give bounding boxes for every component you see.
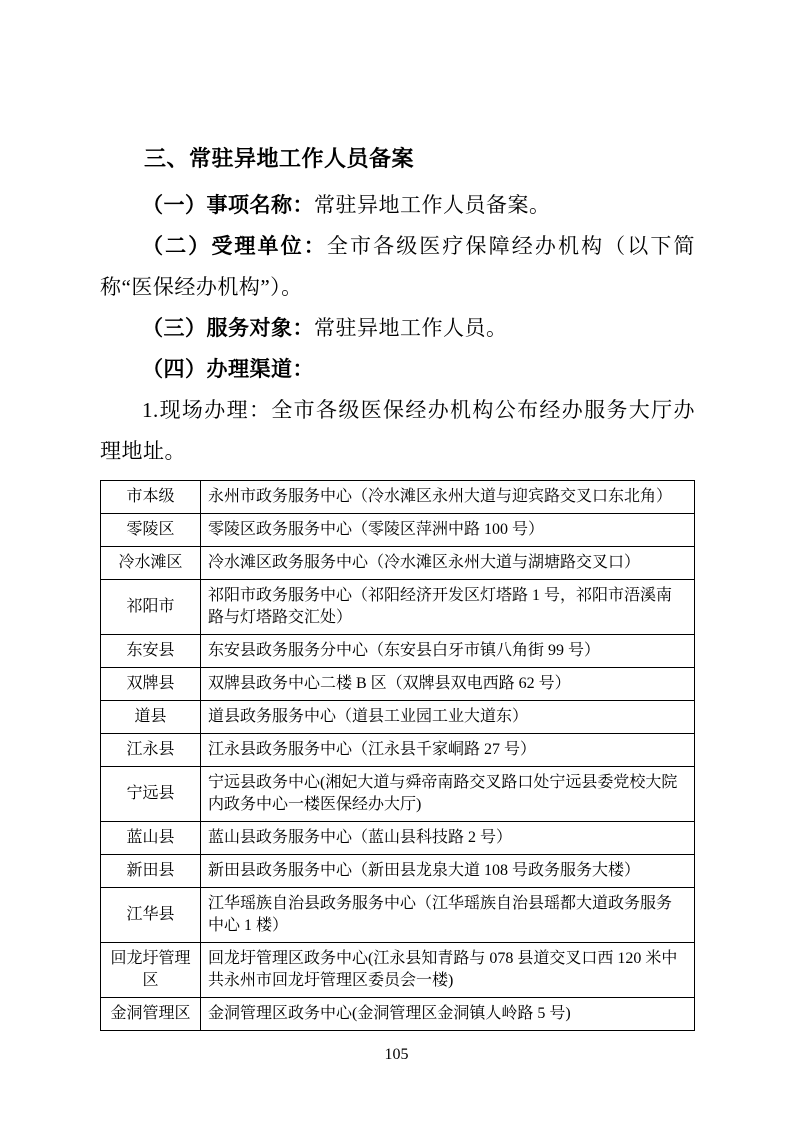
table-row	[101, 635, 695, 668]
address-cell: 双牌县政务中心二楼 B 区（双牌县双电西路 62 号）	[201, 668, 695, 701]
table-row	[101, 701, 695, 734]
region-cell: 江永县	[101, 734, 201, 767]
table-row	[101, 580, 695, 635]
address-cell: 永州市政务服务中心（冷水滩区永州大道与迎宾路交叉口东北角）	[201, 481, 695, 514]
table-row	[101, 855, 695, 888]
region-cell: 宁远县	[101, 767, 201, 822]
paragraph-label: （二）受理单位：	[142, 234, 327, 258]
table-row	[101, 668, 695, 701]
paragraph-text: 1.现场办理：全市各级医保经办机构公布经办服务大厅办理地址。	[100, 398, 695, 463]
region-cell: 祁阳市	[101, 580, 201, 635]
paragraph-service-target	[100, 308, 695, 349]
region-cell: 金洞管理区	[101, 998, 201, 1031]
address-cell: 江永县政务服务中心（江永县千家峒路 27 号）	[201, 734, 695, 767]
region-cell: 新田县	[101, 855, 201, 888]
region-cell: 蓝山县	[101, 822, 201, 855]
paragraph-accepting-unit	[100, 226, 695, 308]
address-cell: 祁阳市政务服务中心（祁阳经济开发区灯塔路 1 号，祁阳市浯溪南路与灯塔路交汇处）	[201, 580, 695, 635]
paragraph-text: 常驻异地工作人员。	[314, 316, 508, 340]
section-title: 三、常驻异地工作人员备案	[144, 146, 415, 171]
address-cell: 零陵区政务服务中心（零陵区萍洲中路 100 号）	[201, 514, 695, 547]
region-cell: 东安县	[101, 635, 201, 668]
paragraph-label: （四）办理渠道：	[142, 357, 314, 381]
address-cell: 金洞管理区政务中心(金洞管理区金洞镇人岭路 5 号)	[201, 998, 695, 1031]
region-cell: 市本级	[101, 481, 201, 514]
service-hall-table-body	[101, 481, 695, 1031]
table-row	[101, 514, 695, 547]
address-cell: 江华瑶族自治县政务服务中心（江华瑶族自治县瑶都大道政务服务中心 1 楼）	[201, 888, 695, 943]
table-row	[101, 943, 695, 998]
address-cell: 东安县政务服务分中心（东安县白牙市镇八角街 99 号）	[201, 635, 695, 668]
region-cell: 回龙圩管理区	[101, 943, 201, 998]
table-row	[101, 481, 695, 514]
table-row	[101, 767, 695, 822]
region-cell: 冷水滩区	[101, 547, 201, 580]
address-cell: 蓝山县政务服务中心（蓝山县科技路 2 号）	[201, 822, 695, 855]
address-cell: 回龙圩管理区政务中心(江永县知青路与 078 县道交叉口西 120 米中共永州市回龙圩管理区委员会一楼)	[201, 943, 695, 998]
region-cell: 道县	[101, 701, 201, 734]
paragraph-channels	[100, 349, 695, 390]
paragraph-item-name	[100, 185, 695, 226]
address-cell: 新田县政务服务中心（新田县龙泉大道 108 号政务服务大楼）	[201, 855, 695, 888]
paragraph-text: 全市各级医疗保障经办机构（以下简称“医保经办机构”）。	[100, 234, 696, 299]
table-row	[101, 734, 695, 767]
address-cell: 宁远县政务中心(湘妃大道与舜帝南路交叉路口处宁远县委党校大院内政务中心一楼医保经办大厅)	[201, 767, 695, 822]
table-row	[101, 547, 695, 580]
region-cell: 双牌县	[101, 668, 201, 701]
address-cell: 道县政务服务中心（道县工业园工业大道东）	[201, 701, 695, 734]
table-row	[101, 888, 695, 943]
page-number: 105	[384, 1046, 409, 1063]
service-hall-table	[100, 480, 695, 1031]
paragraph-label: （一）事项名称：	[142, 193, 314, 217]
region-cell: 零陵区	[101, 514, 201, 547]
paragraph-label: （三）服务对象：	[142, 316, 314, 340]
address-cell: 冷水滩区政务服务中心（冷水滩区永州大道与湖塘路交叉口）	[201, 547, 695, 580]
paragraph-onsite-handling	[100, 390, 695, 472]
region-cell: 江华县	[101, 888, 201, 943]
paragraph-text: 常驻异地工作人员备案。	[314, 193, 551, 217]
table-row	[101, 822, 695, 855]
table-row	[101, 998, 695, 1031]
